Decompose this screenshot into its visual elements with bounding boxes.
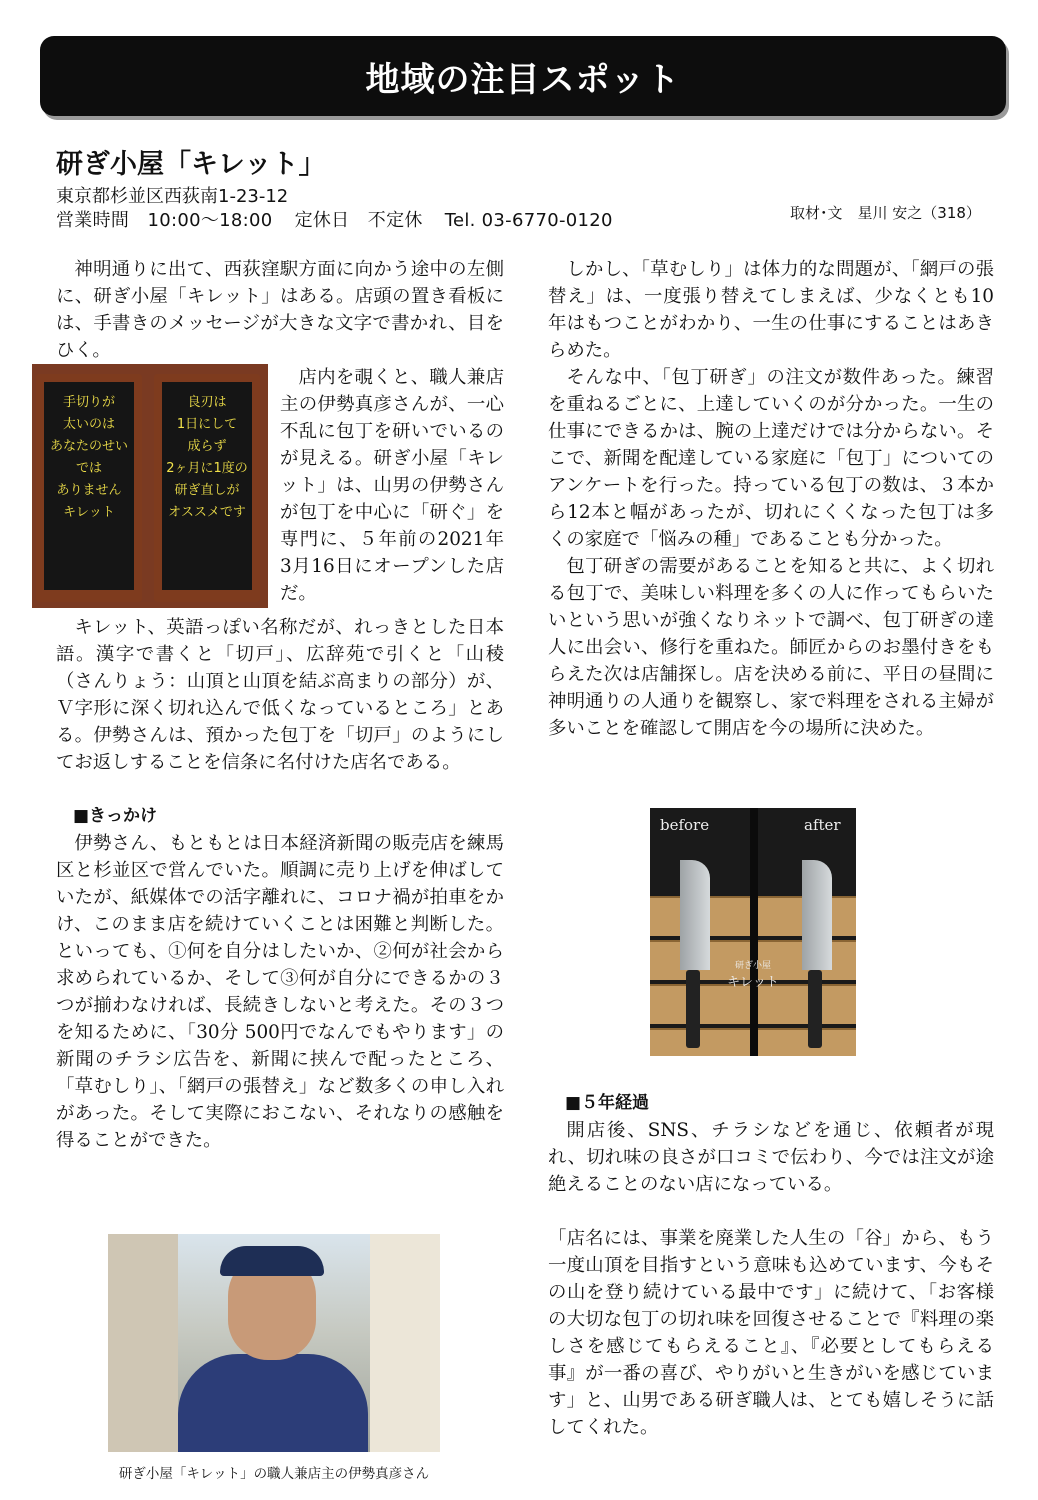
shop-logo: 研ぎ小屋 キレット (727, 961, 779, 990)
paragraph: そんな中、「包丁研ぎ」の注文が数件あった。練習を重ねるごとに、上達していくのが分かった。一生の仕事にできるかは、腕の上達だけでは分からない。そこで、新聞を配達している家庭に「包丁」についてのアンケートを行った。持っている包丁の数は、３本から12本と幅があったが、切れにくくなった包丁は多くの家庭で「悩みの種」であることも分かった。 (548, 367, 994, 550)
shop-closed-days: 定休日 不定休 (294, 210, 423, 231)
shop-hours: 営業時間 10:00～18:00 (56, 210, 273, 231)
paragraph: 「店名には、事業を廃業した人生の「谷」から、もう一度山頂を目指すという意味も込めています、今もその山を登り続けている最中です」に続けて、「お客様の大切な包丁の切れ味を回復させることで『料理の楽しさを感じてもらえること』、『必要としてもらえる事』が一番の喜び、やりがいと生きがいを感じています」と、山男である研ぎ職人は、とても嬉しそうに話してくれた。 (548, 1228, 994, 1438)
right-column-lower (548, 1090, 994, 1441)
paragraph: 包丁研ぎの需要があることを知ると共に、よく切れる包丁で、美味しい料理を多くの人に作ってもらいたいという思いが強くなりネットで調べ、包丁研ぎの達人に出会い、修行を重ねた。師匠からのお墨付きをもらえた次は店舗探し。店を決める前に、平日の昼間に神明通りの人通りを観察し、家で料理をされる主婦が多いことを確認して開店を今の場所に決めた。 (548, 556, 994, 739)
sign-text-line: 1日にして (176, 417, 238, 432)
signboard-photo (32, 364, 268, 608)
owner-portrait-photo (108, 1234, 440, 1452)
shop-phone: Tel. 03-6770-0120 (444, 210, 613, 231)
before-label: before (660, 816, 710, 834)
paragraph: しかし、「草むしり」は体力的な問題が、「網戸の張替え」は、一度張り替えてしまえば、少なくとも10年はもつことがわかり、一生の仕事にすることはあきらめた。 (548, 259, 994, 361)
signboard-left (36, 374, 142, 602)
sign-text-line: 研ぎ直しが (174, 483, 240, 498)
sign-text-line: 成らず (187, 439, 227, 454)
sign-text-line: 太いのは (62, 417, 115, 432)
byline: 取材･文 星川 安之（318） (790, 204, 981, 222)
before-after-knife-photo (650, 808, 856, 1056)
owner-figure (178, 1354, 368, 1452)
knife-after (802, 860, 832, 970)
section-banner (40, 36, 1006, 116)
sign-text-line: あなたのせい (49, 439, 128, 454)
section-heading: ■きっかけ (73, 806, 158, 826)
sign-text-line: 良刃は (187, 395, 227, 410)
section-heading: ■５年経過 (565, 1093, 650, 1113)
sign-text-line: ありません (56, 483, 122, 498)
after-label: after (804, 816, 841, 834)
portrait-caption: 研ぎ小屋「キレット」の職人兼店主の伊勢真彦さん (118, 1466, 430, 1482)
paragraph: 伊勢さん、もともとは日本経済新聞の販売店を練馬区と杉並区で営んでいた。順調に売り上げを伸ばしていたが、紙媒体での活字離れに、コロナ禍が拍車をかけ、このまま店を続けていくことは困難と判断した。といっても、①何を自分はしたいか、②何が社会から求められているか、そして③何が自分にできるかの３つが揃わなければ、長続きしないと考えた。その３つを知るために、「30分 500円でなんでもやります」の新聞のチラシ広告を、新聞に挟んで配ったところ、「草むしり」、「網戸の張替え」など数多くの申し入れがあった。そして実際におこない、それなりの感触を得ることができた。 (56, 833, 504, 1151)
sign-text-line: 手切りが (62, 395, 115, 410)
signboard-right (154, 374, 260, 602)
sign-text-line: キレット (63, 505, 115, 520)
left-column (49, 256, 504, 1154)
right-column (548, 256, 994, 742)
paragraph: 神明通りに出て、西荻窪駅方面に向かう途中の左側に、研ぎ小屋「キレット」はある。店頭の置き看板には、手書きのメッセージが大きな文字で書かれ、目をひく。 (56, 259, 504, 361)
paragraph: 店内を覗くと、職人兼店主の伊勢真彦さんが、一心不乱に包丁を研いでいるのが見える。研ぎ小屋「キレット」は、山男の伊勢さんが包丁を中心に「研ぐ」を専門に、５年前の2021年3月16日にオープンした店だ。 (280, 367, 504, 604)
paragraph: 開店後、SNS、チラシなどを通じ、依頼者が現れ、切れ味の良さが口コミで伝わり、今では注文が途絶えることのない店になっている。 (548, 1120, 994, 1195)
shop-name: 研ぎ小屋「キレット」 (56, 149, 326, 180)
sign-text-line: 2ヶ月に1度の (166, 461, 248, 476)
knife-before (680, 860, 710, 970)
banner-title: 地域の注目スポット (365, 59, 681, 100)
shop-details (56, 206, 629, 232)
paragraph: キレット、英語っぽい名称だが、れっきとした日本語。漢字で書くと「切戸」、広辞苑で引くと「山稜（さんりょう：山頂と山頂を結ぶ高まりの部分）が、Ｖ字形に深く切れ込んで低くなっているところ」とある。伊勢さんは、預かった包丁を「切戸」のようにしてお返しすることを信条に名付けた店名である。 (56, 617, 504, 773)
sign-text-line: では (75, 461, 102, 476)
shop-address: 東京都杉並区西荻南1-23-12 (56, 186, 289, 207)
sign-text-line: オススメです (168, 505, 246, 520)
